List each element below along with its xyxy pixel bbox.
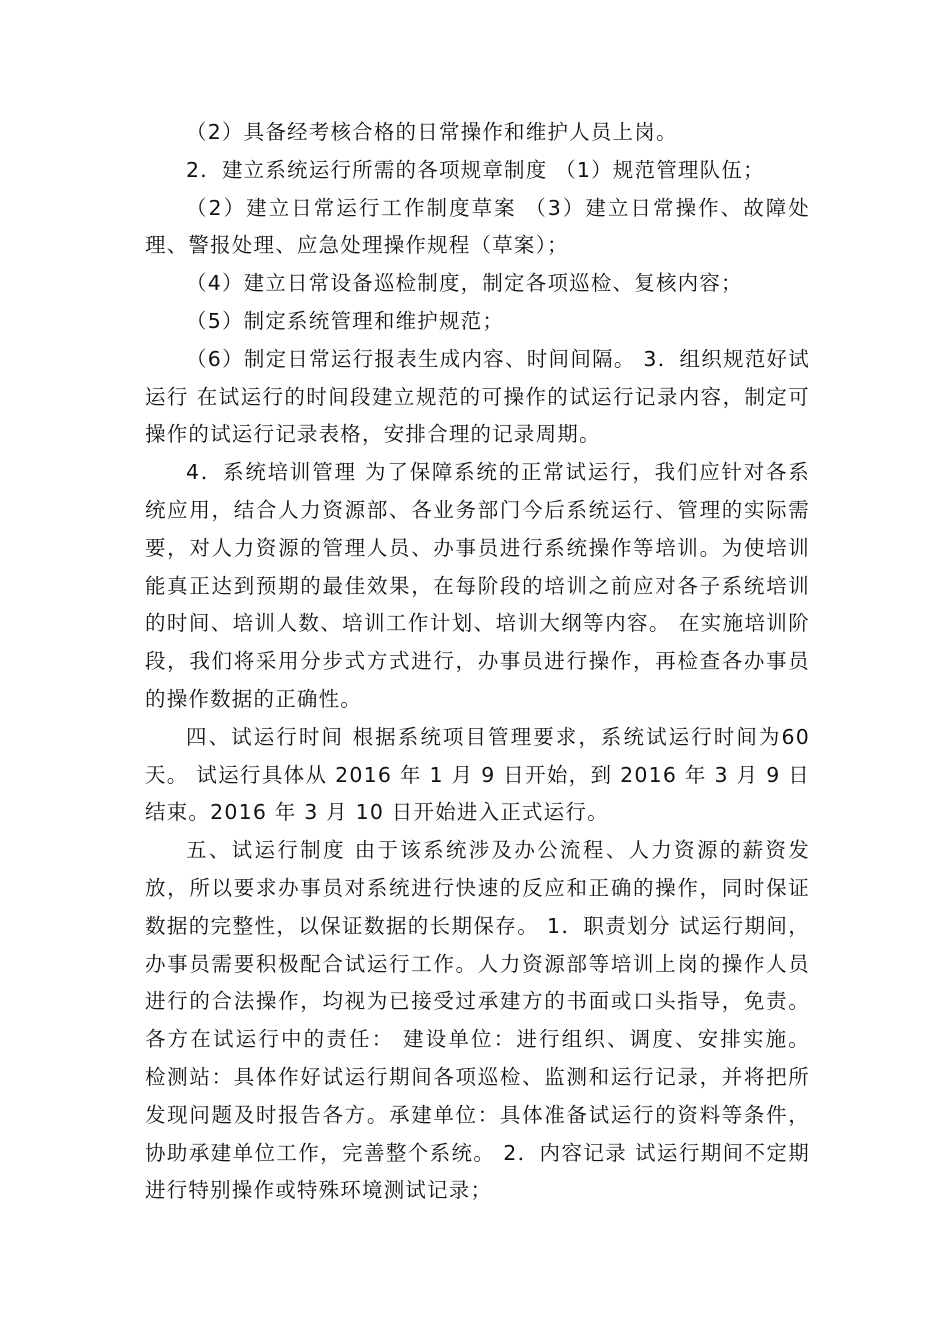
paragraph-trial-time: 四、试运行时间 根据系统项目管理要求，系统试运行时间为60天。 试运行具体从 2016 年 1 月 9 日开始，到 2016 年 3 月 9 日结束。2016 年 3 月 10 日开始进入正式运行。 — [145, 724, 810, 825]
paragraph-operators: （2）具备经考核合格的日常操作和维护人员上岗。 — [186, 120, 678, 144]
paragraph-inspection: （4）建立日常设备巡检制度，制定各项巡检、复核内容； — [186, 271, 743, 296]
document-body — [145, 114, 810, 1210]
paragraph-reports: （6）制定日常运行报表生成内容、时间间隔。 3．组织规范好试运行 在试运行的时间段建立规范的可操作的试运行记录内容，制定可操作的试运行记录表格，安排合理的记录周期。 — [145, 346, 810, 447]
paragraph-work-system: （2）建立日常运行工作制度草案 （3）建立日常操作、故障处理、警报处理、应急处理操作规程（草案）； — [145, 195, 810, 258]
paragraph-training: 4．系统培训管理 为了保障系统的正常试运行，我们应针对各系统应用，结合人力资源部、各业务部门今后系统运行、管理的实际需要，对人力资源的管理人员、办事员进行系统操作等培训。为使培训能真正达到预期的最佳效果，在每阶段的培训之前应对各子系统培训的时间、培训人数、培训工作计划、培训大纲等内容。 在实施培训阶段，我们将采用分步式方式进行，办事员进行操作，再检查各办事员的操作数据的正确性。 — [145, 460, 810, 711]
paragraph-regulations: 2．建立系统运行所需的各项规章制度 （1）规范管理队伍； — [186, 157, 765, 182]
paragraph-maintenance: （5）制定系统管理和维护规范； — [186, 308, 505, 333]
paragraph-trial-rules: 五、试运行制度 由于该系统涉及办公流程、人力资源的薪资发放，所以要求办事员对系统进行快速的反应和正确的操作，同时保证数据的完整性，以保证数据的长期保存。 1．职责划分 试运行期间，办事员需要积极配合试运行工作。人力资源部等培训上岗的操作人员进行的合法操作，均视为已接受过承建方的书面或口头指导，免责。各方在试运行中的责任： 建设单位：进行组织、调度、安排实施。 检测站：具体作好试运行期间各项巡检、监测和运行记录，并将把所发现问题及时报告各方。承建单位：具体准备试运行的资料等条件，协助承建单位工作，完善整个系统。 2．内容记录 试运行期间不定期进行特别操作或特殊环境测试记录； — [145, 838, 810, 1203]
